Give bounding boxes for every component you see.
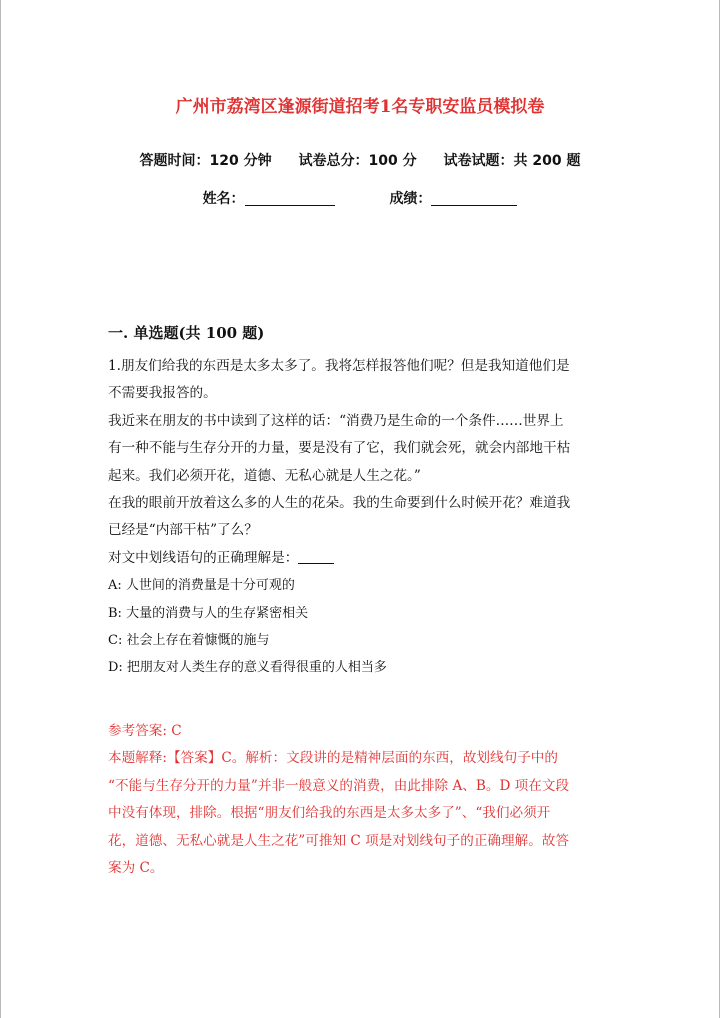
exam-total-score: 试卷总分：100 分	[298, 153, 417, 169]
question-line: 起来。我们必须开花，道德、无私心就是人生之花。”	[108, 467, 421, 484]
page-title: 广州市荔湾区逢源街道招考1名专职安监员模拟卷	[175, 97, 545, 117]
question-line: 1.朋友们给我的东西是太多太多了。我将怎样报答他们呢？但是我知道他们是	[108, 358, 570, 374]
answer-label: 参考答案: C	[108, 723, 182, 739]
question-line: 在我的眼前开放着这么多的人生的花朵。我的生命要到什么时候开花？难道我	[108, 495, 571, 512]
explanation-line: 花，道德、无私心就是人生之花”可推知 C 项是对划线句子的正确理解。故答	[108, 832, 569, 849]
section-heading: 一. 单选题(共 100 题)	[108, 324, 265, 342]
name-group	[203, 188, 335, 208]
question-line: 已经是“内部干枯”了么？	[108, 522, 258, 539]
score-blank[interactable]	[431, 205, 517, 206]
explanation-line: “不能与生存分开的力量”并非一般意义的消费，由此排除 A、B。D 项在文段	[108, 777, 570, 794]
score-group	[389, 188, 517, 208]
explanation-line: 本题解释:【答案】C。解析：文段讲的是精神层面的东西，故划线句子中的	[108, 750, 558, 767]
option-c[interactable]: C: 社会上存在着慷慨的施与	[108, 633, 270, 649]
option-d[interactable]: D: 把朋友对人类生存的意义看得很重的人相当多	[108, 660, 387, 676]
exam-time: 答题时间：120 分钟	[139, 153, 272, 169]
question-prompt	[108, 545, 612, 572]
student-info	[0, 188, 720, 208]
explanation-line: 案为 C。	[108, 860, 164, 877]
exam-question-count: 试卷试题：共 200 题	[443, 153, 581, 169]
question-line: 不需要我报答的。	[108, 385, 217, 402]
question-line: 我近来在朋友的书中读到了这样的话：“消费乃是生命的一个条件……世界上	[108, 412, 564, 429]
explanation-line: 中没有体现，排除。根据“朋友们给我的东西是太多太多了”、“我们必须开	[108, 805, 551, 822]
option-a[interactable]: A: 人世间的消费量是十分可观的	[108, 578, 295, 594]
option-b[interactable]: B: 大量的消费与人的生存紧密相关	[108, 605, 309, 621]
name-blank[interactable]	[245, 205, 335, 206]
score-label: 成绩：	[389, 191, 432, 207]
exam-meta	[0, 150, 720, 170]
name-label: 姓名：	[202, 191, 245, 207]
question-line: 有一种不能与生存分开的力量，要是没有了它，我们就会死，就会内部地干枯	[108, 440, 571, 457]
answer-block	[108, 718, 612, 882]
question-prompt-text: 对文中划线语句的正确理解是：	[108, 549, 299, 566]
answer-blank[interactable]	[298, 563, 334, 564]
question-block	[108, 353, 612, 682]
